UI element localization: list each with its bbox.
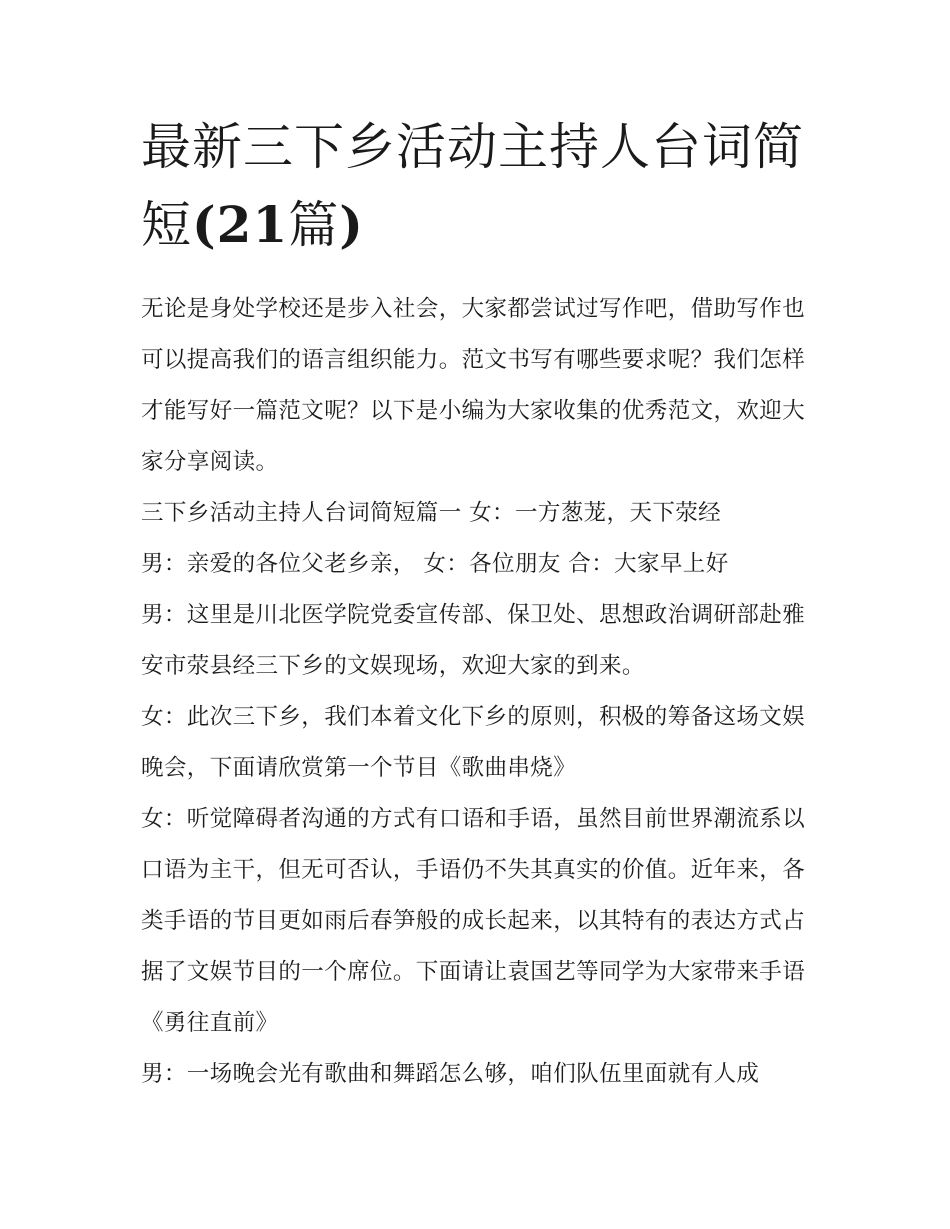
paragraph-greeting: 男：亲爱的各位父老乡亲， 女：各位朋友 合：大家早上好 xyxy=(141,551,729,577)
paragraph-section-heading: 三下乡活动主持人台词简短篇一 女：一方葱茏，天下荥经 xyxy=(141,500,722,526)
paragraph-continuation: 男：一场晚会光有歌曲和舞蹈怎么够，咱们队伍里面就有人成 xyxy=(141,1061,760,1087)
document-body xyxy=(141,284,813,1100)
document-title: 最新三下乡活动主持人台词简短(21篇) xyxy=(141,118,804,254)
paragraph-welcome: 男：这里是川北医学院党委宣传部、保卫处、思想政治调研部赴雅安市荥县经三下乡的文娱现场，欢迎大家的到来。 xyxy=(141,602,806,679)
paragraph-intro: 无论是身处学校还是步入社会，大家都尝试过写作吧，借助写作也可以提高我们的语言组织能力。范文书写有哪些要求呢？我们怎样才能写好一篇范文呢？以下是小编为大家收集的优秀范文，欢迎大家分享阅读。 xyxy=(141,296,806,475)
document-page xyxy=(141,108,813,1100)
paragraph-sign-language: 女：听觉障碍者沟通的方式有口语和手语，虽然目前世界潮流系以口语为主干，但无可否认，手语仍不失其真实的价值。近年来，各类手语的节目更如雨后春笋般的成长起来，以其特有的表达方式占据了文娱节目的一个席位。下面请让袁国艺等同学为大家带来手语《勇往直前》 xyxy=(141,806,806,1036)
paragraph-first-program: 女：此次三下乡，我们本着文化下乡的原则，积极的筹备这场文娱晚会，下面请欣赏第一个节目《歌曲串烧》 xyxy=(141,704,806,781)
